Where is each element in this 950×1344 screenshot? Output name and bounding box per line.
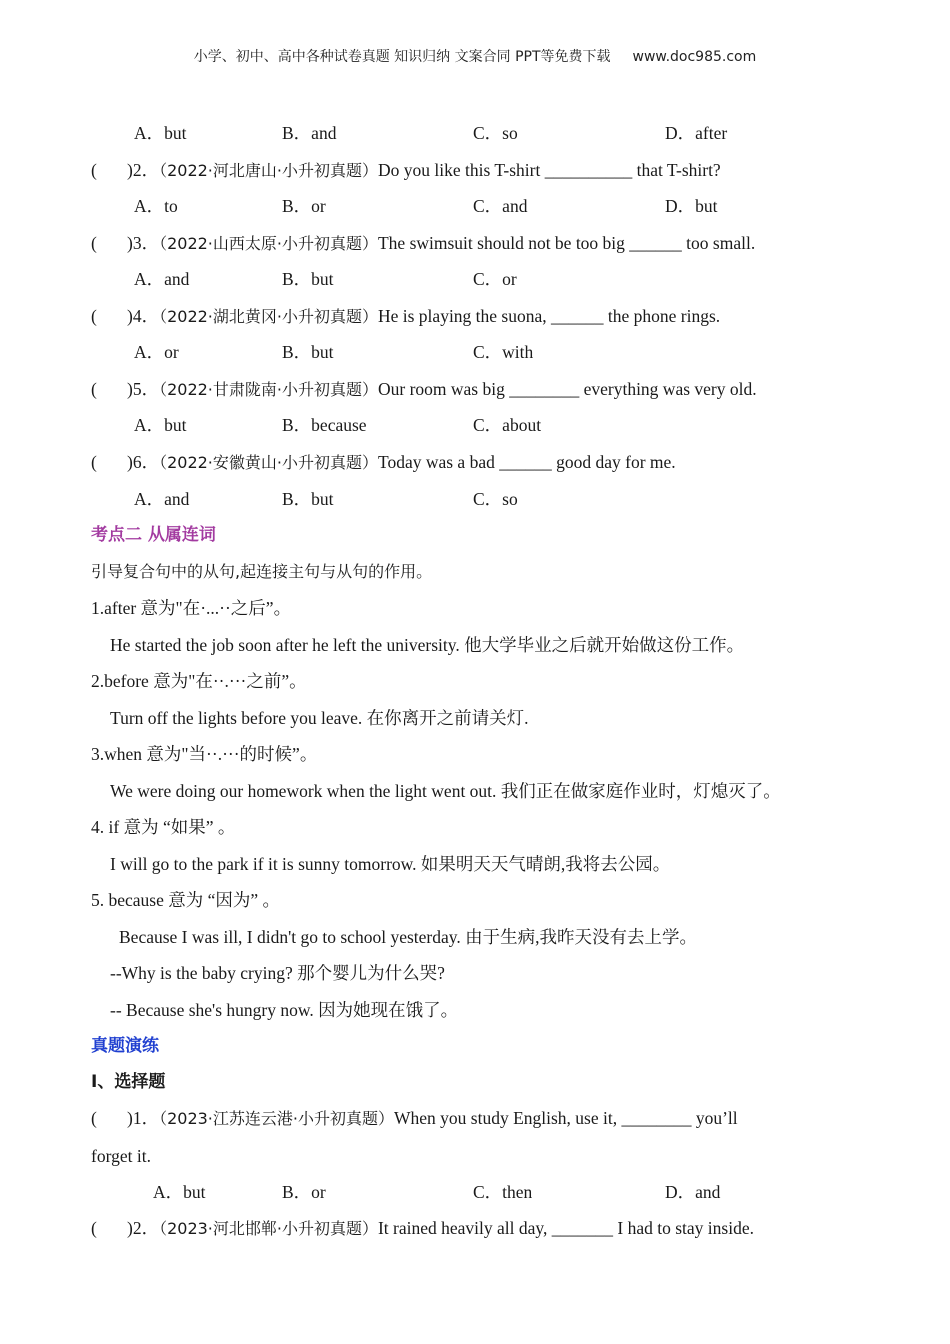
answer-blank[interactable]: ( [91, 1218, 97, 1238]
question-number: )5． [127, 379, 160, 399]
question-source: （2022·河北唐山·小升初真题） [159, 161, 378, 180]
option: D．after [665, 123, 728, 143]
option: C．so [473, 123, 518, 143]
option: C．so [473, 489, 518, 509]
rule-head: 2.before 意为"在··.···之前”。 [91, 671, 307, 691]
rule-head: 5. because 意为 “因为” 。 [91, 890, 281, 910]
option: A．and [134, 269, 190, 289]
question-text: When you study English, use it, ________ you’ll [393, 1108, 738, 1128]
practice-subtitle: I、选择题 [91, 1072, 166, 1092]
question-row [91, 305, 720, 328]
question-row [91, 451, 676, 474]
option: C．then [473, 1182, 533, 1202]
option: C．with [473, 342, 534, 362]
header-text: 小学、初中、高中各种试卷真题 知识归纳 文案合同 PPT等免费下载 [193, 49, 611, 65]
question-number: )4． [127, 306, 160, 326]
question-number: )2． [127, 1218, 160, 1238]
option: B．and [282, 123, 337, 143]
question-number: )1． [127, 1108, 160, 1128]
answer-blank[interactable]: ( [91, 233, 97, 253]
question-row [91, 159, 721, 182]
option: C．about [473, 415, 542, 435]
question-source: （2023·江苏连云港·小升初真题） [159, 1109, 394, 1128]
option: B．because [282, 415, 367, 435]
option: B．but [282, 269, 334, 289]
option: B．but [282, 489, 334, 509]
section-intro: 引导复合句中的从句,起连接主句与从句的作用。 [91, 562, 433, 581]
answer-blank[interactable]: ( [91, 1108, 97, 1128]
question-text: The swimsuit should not be too big ______ too small. [377, 233, 756, 253]
question-text: Our room was big ________ everything was very old. [377, 379, 757, 399]
question-source: （2022·山西太原·小升初真题） [159, 234, 378, 253]
answer-blank[interactable]: ( [91, 306, 97, 326]
rule-example: Turn off the lights before you leave. 在你离开之前请关灯. [110, 708, 529, 728]
option: B．but [282, 342, 334, 362]
option: A．and [134, 489, 190, 509]
rule-head: 1.after 意为"在·...··之后”。 [91, 598, 292, 618]
option: B．or [282, 1182, 326, 1202]
question-number: )6． [127, 452, 160, 472]
question-text: He is playing the suona, ______ the phone rings. [377, 306, 721, 326]
section-title: 考点二 从属连词 [91, 525, 216, 545]
question-text: It rained heavily all day, _______ I had to stay inside. [377, 1218, 754, 1238]
rule-head: 3.when 意为"当··.···的时候”。 [91, 744, 318, 764]
option: D．and [665, 1182, 721, 1202]
question-row [91, 1107, 738, 1130]
option: A．or [134, 342, 179, 362]
question-continuation: forget it. [91, 1146, 151, 1166]
option: D．but [665, 196, 718, 216]
question-number: )3． [127, 233, 160, 253]
rule-head: 4. if 意为 “如果” 。 [91, 817, 236, 837]
practice-title: 真题演练 [91, 1036, 159, 1056]
question-text: Today was a bad ______ good day for me. [377, 452, 676, 472]
option: A．to [134, 196, 178, 216]
option: A．but [134, 123, 187, 143]
rule-example: Because I was ill, I didn't go to school yesterday. 由于生病,我昨天没有去上学。 [119, 927, 697, 947]
page-header [0, 46, 950, 66]
option: A．but [134, 415, 187, 435]
option: B．or [282, 196, 326, 216]
question-source: （2023·河北邯郸·小升初真题） [159, 1219, 378, 1238]
option: C．and [473, 196, 528, 216]
rule-example: We were doing our homework when the light went out. 我们正在做家庭作业时，灯熄灭了。 [110, 781, 781, 801]
question-source: （2022·湖北黄冈·小升初真题） [159, 307, 378, 326]
question-row [91, 378, 757, 401]
question-source: （2022·甘肃陇南·小升初真题） [159, 380, 378, 399]
question-text: Do you like this T-shirt __________ that T-shirt? [377, 160, 721, 180]
question-row [91, 232, 755, 255]
answer-blank[interactable]: ( [91, 452, 97, 472]
question-source: （2022·安徽黄山·小升初真题） [159, 453, 378, 472]
answer-blank[interactable]: ( [91, 379, 97, 399]
option: A．but [153, 1182, 206, 1202]
option: C．or [473, 269, 517, 289]
answer-blank[interactable]: ( [91, 160, 97, 180]
header-site-link[interactable]: www.doc985.com [632, 49, 757, 65]
rule-example: I will go to the park if it is sunny tomorrow. 如果明天天气晴朗,我将去公园。 [110, 854, 671, 874]
rule-example: He started the job soon after he left the university. 他大学毕业之后就开始做这份工作。 [110, 635, 745, 655]
dialog-line: -- Because she's hungry now. 因为她现在饿了。 [110, 1000, 459, 1020]
question-number: )2． [127, 160, 160, 180]
dialog-line: --Why is the baby crying? 那个婴儿为什么哭? [110, 963, 445, 983]
question-row [91, 1217, 754, 1240]
